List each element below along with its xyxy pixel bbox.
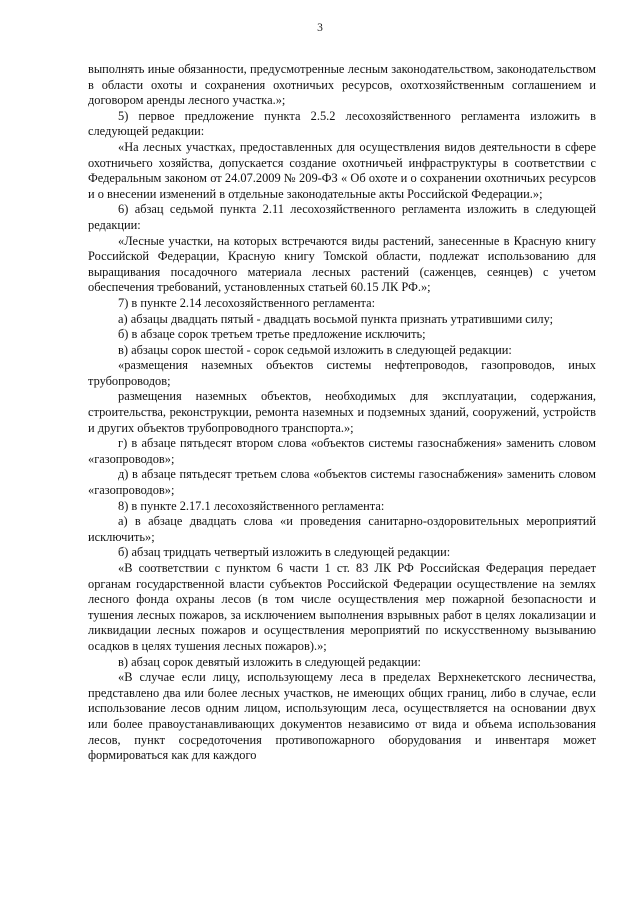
paragraph: 6) абзац седьмой пункта 2.11 лесохозяйственного регламента изложить в следующей редакции:: [88, 202, 596, 232]
paragraph: «Лесные участки, на которых встречаются виды растений, занесенные в Красную книгу Российской Федерации, Красную книгу Томской области, подлежат использованию для выращивания посадочного материала лесных растений (саженцев, сеянцев) с учетом обеспечения требований, установленных статьей 60.15 ЛК РФ.»;: [88, 233, 596, 295]
document-body: [88, 62, 596, 764]
paragraph: размещения наземных объектов, необходимых для эксплуатации, содержания, строительства, реконструкции, ремонта наземных и подземных зданий, сооружений, устройств и других объектов трубопроводного транспорта.»;: [88, 389, 596, 435]
paragraph: выполнять иные обязанности, предусмотренные лесным законодательством, законодательством в области охоты и сохранения охотничьих ресурсов, охотхозяйственным соглашением и договором аренды лесного участка.»;: [88, 62, 596, 108]
paragraph: а) абзацы двадцать пятый - двадцать восьмой пункта признать утратившими силу;: [118, 311, 554, 326]
paragraph: «В соответствии с пунктом 6 части 1 ст. 83 ЛК РФ Российская Федерация передает органам государственной власти субъектов Российской Федерации осуществление на землях лесного фонда охраны лесов (в том числе осуществления мер пожарной безопасности и тушения лесных пожаров, за исключением выполнения взрывных работ в целях локализации и ликвидации лесных пожаров и осуществления мероприятий по искусственному вызыванию осадков в целях тушения лесных пожаров).»;: [88, 561, 596, 653]
paragraph: 5) первое предложение пункта 2.5.2 лесохозяйственного регламента изложить в следующей редакции:: [88, 108, 596, 139]
page-number: 3: [317, 22, 323, 34]
paragraph: г) в абзаце пятьдесят втором слова «объектов системы газоснабжения» заменить словом «газопроводов»;: [88, 436, 596, 466]
paragraph: б) в абзаце сорок третьем третье предложение исключить;: [118, 327, 426, 342]
paragraph: б) абзац тридцать четвертый изложить в следующей редакции:: [118, 545, 451, 560]
paragraph: в) абзацы сорок шестой - сорок седьмой изложить в следующей редакции:: [118, 342, 512, 357]
paragraph: «размещения наземных объектов системы нефтепроводов, газопроводов, иных трубопроводов;: [88, 358, 596, 388]
paragraph: 7) в пункте 2.14 лесохозяйственного регламента:: [118, 295, 376, 310]
paragraph: в) абзац сорок девятый изложить в следующей редакции:: [118, 654, 421, 669]
paragraph: 8) в пункте 2.17.1 лесохозяйственного регламента:: [118, 498, 385, 513]
paragraph: «В случае если лицу, использующему леса в пределах Верхнекетского лесничества, представлено два или более лесных участков, не имеющих общих границ, либо в случае, если использование лесов одним лицом, использующим леса, осуществляется на основании двух или более правоустанавливающих документов независимо от вида и объема использования лесов, пункт сосредоточения противопожарного оборудования и инвентаря может формироваться как для каждого: [88, 670, 596, 763]
paragraph: а) в абзаце двадцать слова «и проведения санитарно-оздоровительных мероприятий исключить»;: [88, 514, 596, 544]
paragraph: д) в абзаце пятьдесят третьем слова «объектов системы газоснабжения» заменить словом «газопроводов»;: [88, 467, 596, 498]
paragraph: «На лесных участках, предоставленных для осуществления видов деятельности в сфере охотничьего хозяйства, допускается создание охотничьей инфраструктуры в соответствии с Федеральным законом от 24.07.2009 № 209-ФЗ « Об охоте и о сохранении охотничьих ресурсов и о внесении изменений в отдельные законодательные акты Российской Федерации.»;: [88, 139, 596, 201]
